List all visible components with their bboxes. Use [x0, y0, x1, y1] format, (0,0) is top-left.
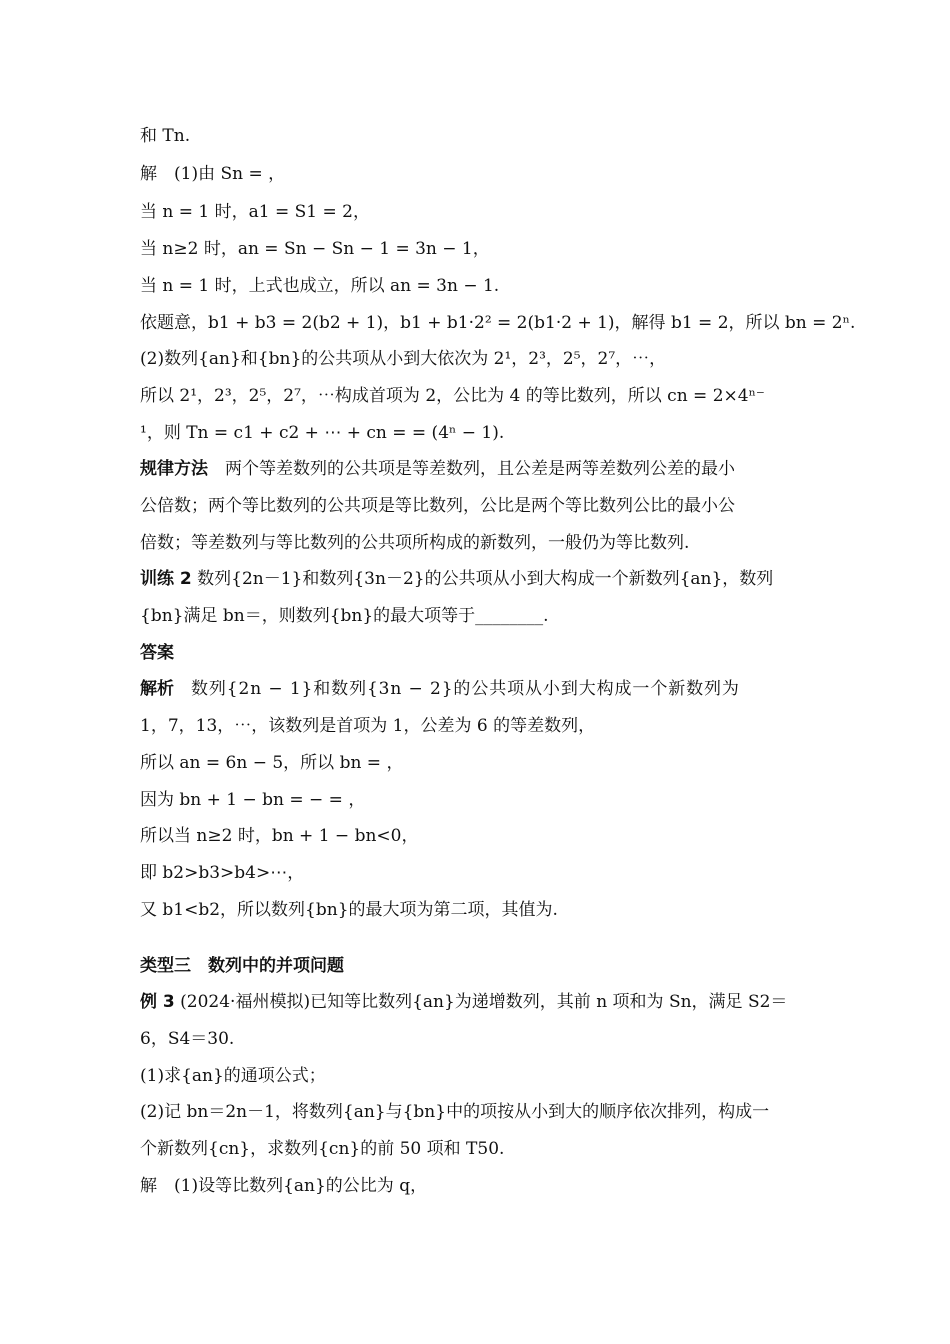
text-line: 1，7，13，⋯，该数列是首项为 1，公差为 6 的等差数列，	[140, 716, 596, 736]
method-label: 规律方法	[140, 459, 208, 479]
text-line: 当 n≥2 时，an = Sn − Sn − 1 = 3n − 1，	[140, 239, 490, 259]
text-line: 公倍数；两个等比数列的公共项是等比数列，公比是两个等比数列公比的最小公	[140, 496, 735, 516]
text-line: 又 b1<b2，所以数列{bn}的最大项为第二项，其值为.	[140, 900, 558, 920]
text-line: 倍数；等差数列与等比数列的公共项所构成的新数列，一般仍为等比数列.	[140, 533, 690, 553]
text-line: (1)求{an}的通项公式；	[140, 1066, 326, 1086]
method-line	[140, 457, 735, 481]
example-line	[140, 990, 787, 1014]
example-label: 例 3	[140, 992, 175, 1012]
section-heading: 类型三 数列中的并项问题	[140, 956, 344, 976]
exercise-text: 数列{2n－1}和数列{3n－2}的公共项从小到大构成一个新数列{an}，数列	[197, 569, 774, 589]
solution-line: 解 (1)设等比数列{an}的公比为 q，	[140, 1176, 428, 1196]
analysis-label: 解析	[140, 679, 174, 699]
text-line: 当 n = 1 时，a1 = S1 = 2，	[140, 202, 370, 222]
solution-line: 解 (1)由 Sn = ，	[140, 164, 286, 184]
example-text: (2024·福州模拟)已知等比数列{an}为递增数列，其前 n 项和为 Sn，满足 S2＝	[180, 992, 788, 1012]
exercise-label: 训练 2	[140, 569, 192, 589]
text-line: ¹，则 Tn = c1 + c2 + ⋯ + cn = = (4ⁿ − 1).	[140, 423, 505, 443]
text-line: (2)数列{an}和{bn}的公共项从小到大依次为 2¹，2³，2⁵，2⁷，⋯，	[140, 349, 667, 369]
analysis-text: 数列{2n − 1}和数列{3n − 2}的公共项从小到大构成一个新数列为	[191, 679, 740, 699]
text-line: 所以当 n≥2 时，bn + 1 − bn<0，	[140, 826, 419, 846]
text-line: 个新数列{cn}，求数列{cn}的前 50 项和 T50.	[140, 1139, 505, 1159]
text-line: 6，S4＝30.	[140, 1029, 235, 1049]
exercise-line	[140, 567, 773, 591]
text-line: 因为 bn + 1 − bn = − = ，	[140, 790, 366, 810]
text-line: {bn}满足 bn＝，则数列{bn}的最大项等于________.	[140, 606, 549, 626]
text-line: 和 Tn.	[140, 126, 191, 146]
answer-label: 答案	[140, 643, 174, 663]
text-line: 当 n = 1 时，上式也成立，所以 an = 3n − 1.	[140, 276, 500, 296]
text-line: 所以 an = 6n − 5，所以 bn = ，	[140, 753, 404, 773]
text-line: 所以 2¹，2³，2⁵，2⁷，⋯构成首项为 2，公比为 4 的等比数列，所以 cn = 2×4ⁿ⁻	[140, 386, 765, 406]
analysis-line	[140, 677, 740, 701]
text-line: (2)记 bn＝2n－1，将数列{an}与{bn}中的项按从小到大的顺序依次排列，构成一	[140, 1102, 770, 1122]
text-line: 即 b2>b3>b4>⋯，	[140, 863, 305, 883]
method-text: 两个等差数列的公共项是等差数列，且公差是两等差数列公差的最小	[225, 459, 735, 479]
text-line: 依题意，b1 + b3 = 2(b2 + 1)，b1 + b1·2² = 2(b1·2 + 1)，解得 b1 = 2，所以 bn = 2ⁿ.	[140, 313, 856, 333]
